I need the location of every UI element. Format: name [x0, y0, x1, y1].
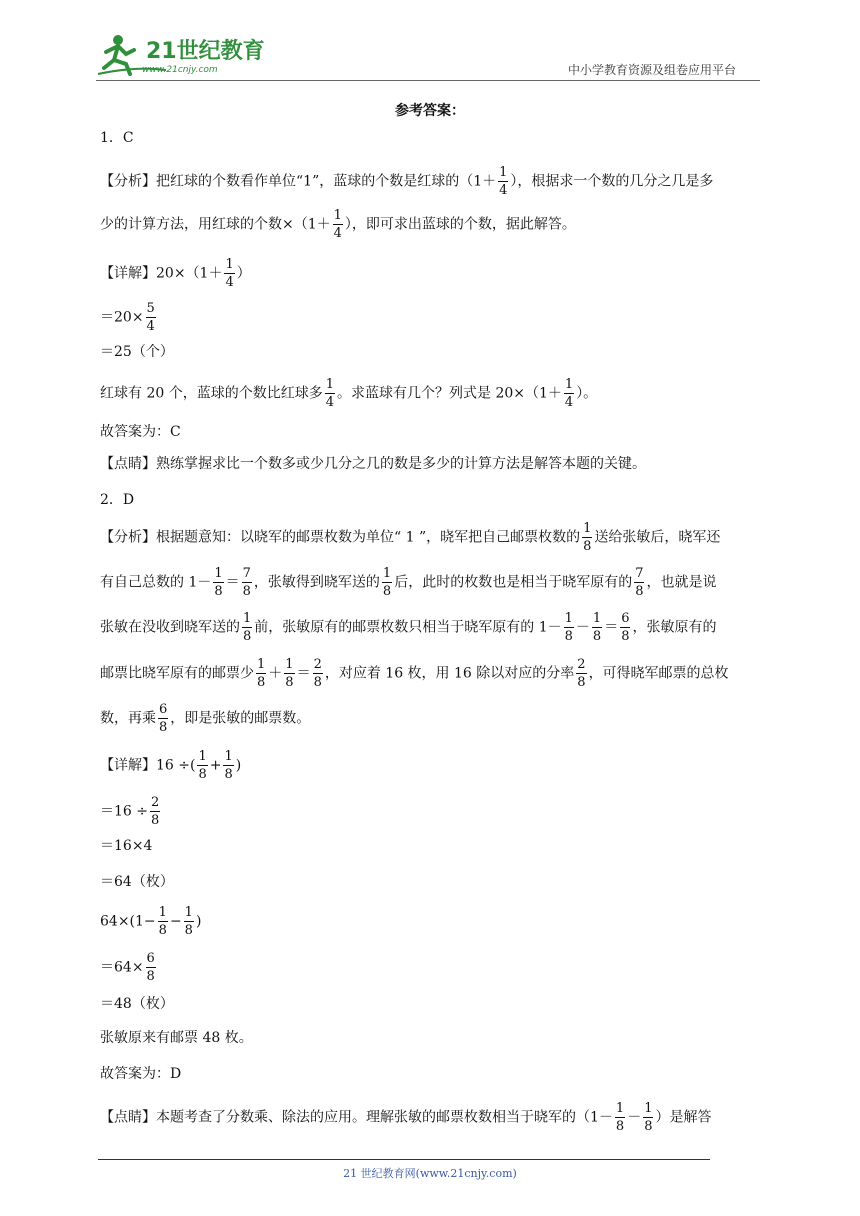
fraction: $\frac{1}{8}$ — [285, 657, 294, 690]
fraction: $\frac{1}{4}$ — [325, 377, 334, 410]
fraction: $\frac{6}{8}$ — [159, 702, 168, 735]
fraction: $\frac{2}{8}$ — [577, 657, 586, 690]
header-divider — [96, 80, 760, 81]
fraction: $\frac{5}{4}$ — [146, 301, 155, 334]
svg-text:21世纪教育: 21世纪教育 — [146, 39, 265, 64]
fraction: $\frac{6}{8}$ — [621, 611, 630, 644]
page-title: 参考答案： — [395, 103, 465, 119]
fraction: $\frac{1}{8}$ — [382, 566, 392, 599]
fraction: $\frac{1}{8}$ — [214, 566, 223, 599]
fraction: $\frac{6}{8}$ — [146, 951, 155, 984]
q1-answer: 1．C — [100, 130, 134, 146]
q2-detail-line4: ＝64（枚） — [100, 874, 174, 890]
fraction: $\frac{1}{8}$ — [615, 1101, 625, 1134]
q2-detail-line6: ＝64× $\frac{6}{8}$ — [100, 951, 155, 984]
q1-restate: 红球有 20 个，蓝球的个数比红球多 $\frac{1}{4}$ 。求蓝球有几个？列式是 20×（1＋ $\frac{1}{4}$ ）。 — [100, 377, 598, 410]
fraction: $\frac{1}{8}$ — [224, 749, 233, 782]
fraction: $\frac{2}{8}$ — [151, 795, 160, 828]
fraction: $\frac{7}{8}$ — [635, 566, 644, 599]
fraction: $\frac{1}{8}$ — [198, 749, 207, 782]
fraction: $\frac{1}{8}$ — [592, 611, 602, 644]
q2-answer: 2．D — [100, 492, 135, 508]
fraction: $\frac{2}{8}$ — [313, 657, 322, 690]
fraction: $\frac{1}{8}$ — [583, 521, 592, 554]
fraction: $\frac{1}{8}$ — [158, 905, 167, 938]
q2-conclusion: 故答案为：D — [100, 1066, 182, 1082]
q2-analysis-line3: 张敏在没收到晓军送的 $\frac{1}{8}$ 前，张敏原有的邮票枚数只相当于晓军原有的 1－ $\frac{1}{8}$ － $\frac{1}{8}$ ＝ $\frac{6}{8}$ ，张敏原有的 — [100, 611, 717, 644]
q2-analysis-line5: 数，再乘 $\frac{6}{8}$ ，即是张敏的邮票数。 — [100, 702, 311, 735]
fraction: $\frac{1}{4}$ — [333, 208, 342, 241]
fraction: $\frac{1}{8}$ — [243, 611, 252, 644]
footer-link[interactable]: 21 世纪教育网(www.21cnjy.com) — [343, 1167, 517, 1180]
q2-detail-line7: ＝48（枚） — [100, 996, 174, 1012]
fraction: $\frac{1}{8}$ — [257, 657, 266, 690]
svg-text:www.21cnjy.com: www.21cnjy.com — [142, 65, 218, 75]
platform-name: 中小学教育资源及组卷应用平台 — [568, 63, 737, 77]
q2-analysis-line1: 【分析】根据题意知：以晓军的邮票枚数为单位“ 1 ”，晓军把自己邮票枚数的 $\frac{1}{8}$ 送给张敏后，晓军还 — [100, 521, 721, 554]
site-logo — [96, 30, 266, 78]
fraction: $\frac{1}{8}$ — [644, 1101, 653, 1134]
q2-analysis-line4: 邮票比晓军原有的邮票少 $\frac{1}{8}$ ＋ $\frac{1}{8}$ ＝ $\frac{2}{8}$ ，对应着 16 枚，用 16 除以对应的分率 $\frac{2}{8}$ ，可得晓军邮票的总枚 — [100, 657, 729, 690]
fraction: $\frac{1}{4}$ — [225, 257, 234, 290]
q2-detail-line5: 64×(1− $\frac{1}{8}$ − $\frac{1}{8}$ ) — [100, 905, 202, 938]
q2-detail-line1: 【详解】16 ÷( $\frac{1}{8}$ + $\frac{1}{8}$ ) — [100, 749, 242, 782]
fraction: $\frac{1}{4}$ — [499, 165, 508, 198]
q1-detail-line3: ＝25（个） — [100, 344, 174, 360]
q2-comment: 【点睛】本题考查了分数乘、除法的应用。理解张敏的邮票枚数相当于晓军的（1－ $\frac{1}{8}$ － $\frac{1}{8}$ ）是解答 — [100, 1101, 712, 1134]
q1-detail-line2: ＝20× $\frac{5}{4}$ — [100, 301, 155, 334]
q1-detail-line1: 【详解】20×（1＋ $\frac{1}{4}$ ） — [100, 257, 251, 290]
fraction: $\frac{1}{4}$ — [564, 377, 574, 410]
fraction: $\frac{7}{8}$ — [242, 566, 251, 599]
q2-analysis-line2: 有自己总数的 1－ $\frac{1}{8}$ ＝ $\frac{7}{8}$ ，张敏得到晓军送的 $\frac{1}{8}$ 后，此时的枚数也是相当于晓军原有的 $\frac{7}{8}$ ，也就是说 — [100, 566, 717, 599]
footer-divider — [98, 1159, 710, 1160]
q2-detail-line2: ＝16 ÷ $\frac{2}{8}$ — [100, 795, 160, 828]
q1-comment: 【点睛】熟练掌握求比一个数多或少几分之几的数是多少的计算方法是解答本题的关键。 — [100, 456, 646, 472]
q1-analysis-line2: 少的计算方法，用红球的个数×（1＋ $\frac{1}{4}$ ），即可求出蓝球的个数，据此解答。 — [100, 208, 576, 241]
q1-conclusion: 故答案为：C — [100, 424, 181, 440]
fraction: $\frac{1}{8}$ — [564, 611, 573, 644]
q2-detail-line3: ＝16×4 — [100, 838, 153, 854]
q1-analysis-line1: 【分析】把红球的个数看作单位“1”，蓝球的个数是红球的（1＋ $\frac{1}{4}$ ），根据求一个数的几分之几是多 — [100, 165, 714, 198]
runner-logo-icon — [96, 30, 266, 78]
q2-result: 张敏原来有邮票 48 枚。 — [100, 1030, 253, 1046]
fraction: $\frac{1}{8}$ — [184, 905, 193, 938]
